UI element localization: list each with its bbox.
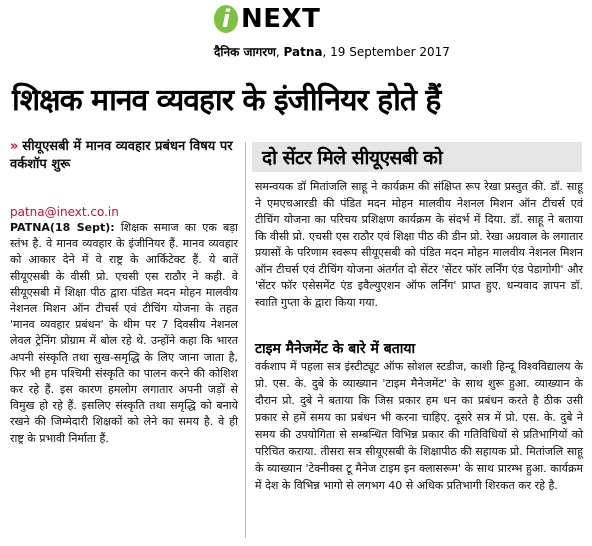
- left-body-text: [10, 220, 238, 447]
- edition-city: Patna: [283, 45, 323, 59]
- column-divider: [245, 142, 246, 538]
- right-body-paragraph-1: समन्वयक डॉ मितांजलि साहू ने कार्यक्रम की संक्षिप्त रूप रेखा प्रस्तुत की. डॉ. साहू ने एमएचआरडी की पंडित मदन मोहन मालवीय नेशनल मिशन ऑन टीचर्स एवं टीचिंग योजना का परिचय प्रशिक्षण कार्यक्रम के संदर्भ में दिया. डॉ. साहू ने बताया कि वीसी प्रो. एचसी एस राठौर एवं शिक्षा पीठ की डीन प्रो. रेखा अग्रवाल के लगातार प्रयासों के परिणाम स्वरूप सीयूएसबी को पंडित मदन मोहन मालवीय नेशनल मिशन ऑन टीचर्स एवं टीचिंग योजना अंतर्गत दो सेंटर 'सेंटर फॉर लर्निंग एंड पेडागोगी' और 'सेंटर फॉर एसेसमेंट एंड इवैल्युएशन ऑफ लर्निंग' प्राप्त हुए. धन्यवाद ज्ञापन डॉ. स्वाति गुप्ता के द्वारा किया गया.: [255, 180, 583, 309]
- masthead: [214, 4, 450, 62]
- article-subhead: [10, 138, 238, 174]
- reporter-email: patna@inext.co.in: [10, 205, 119, 219]
- edition-dateline: दैनिक जागरण, Patna, 19 September 2017: [214, 45, 450, 59]
- article-dateline: PATNA(18 Sept):: [10, 221, 115, 234]
- logo-word: NEXT: [241, 4, 321, 34]
- section-heading-time-management: टाइम मैनेजमेंट के बारे में बताया: [255, 341, 416, 357]
- chevron-right-icon: »: [10, 139, 19, 154]
- paper-name: दैनिक जागरण: [214, 45, 276, 59]
- left-body-paragraph: शिक्षक समाज का एक बड़ा स्तंभ है. वे मानव व्यवहार के इंजीनियर हैं. मानव व्यवहार को आकार देने में वे राष्ट्र के आर्किटेक्ट हैं. ये बातें सीयूएसबी के वीसी प्रो. एचसी एस राठौर ने कही. वे सीयूएसबी में शिक्षा पीठ द्वारा पंडित मदन मोहन मालवीय नेशनल मिशन ऑन टीचर्स एवं टीचिंग योजना के तहत 'मानव व्यवहार प्रबंधन' के थीम पर 7 दिवसीय नेशनल लेवल ट्रेनिंग प्रोग्राम में बोल रहे थे. उन्होंने कहा कि भारत अपनी संस्कृति तथा सुख-समृद्धि के लिए जाना जाता है, फिर भी हम पश्चिमी संस्कृति का पालन करने की कोशिश कर रहे हैं. इस कारण हमलोग लगातार अपनी जड़ों से विमुख हो रहे हैं. इसलिए संस्कृति तथा समृद्धि को बनाये रखने की जिम्मेदारी शिक्षकों को लेने का समय है. वे ही राष्ट्र के प्रभावी निर्माता हैं.: [10, 221, 238, 445]
- edition-date: 19 September 2017: [330, 45, 450, 59]
- logo-letter: i: [214, 5, 238, 33]
- right-body-paragraph-2: वर्कशाप में पहला सत्र इंस्टीट्यूट ऑफ सोशल स्टडीज, काशी हिन्दू विश्वविद्यालय के प्रो. एस. के. दुबे के व्याख्यान 'टाइम मैनेजमेंट' के साथ शुरू हुआ. व्याख्यान के दौरान प्रो. दुबे ने बताया कि जिस प्रकार हम धन का प्रबंधन करते है ठीक उसी प्रकार से हमें समय का प्रबंधन भी करना चाहिए. दूसरे सत्र में प्रो. एस. के. दुबे ने समय की उपयोगिता से सम्बन्धित विभिन्न प्रकार की गतिविधियों से प्रतिभागियों को परिचित कराया. तीसरा सत्र सीयूएसबी के शिक्षापीठ की सहायक प्रो. मितांजलि साहू के व्याख्यान 'टेक्नीक्स टू मैनेज टाइम इन क्लासरूम' के साथ प्रारम्भ हुआ. कार्यक्रम में देश के विभिन्न भागो से लगभग 40 से अधिक प्रतिभागी शिरकत कर रहे है.: [255, 360, 583, 492]
- box-heading: दो सेंटर मिले सीयूएसबी को: [252, 142, 582, 172]
- inext-logo: [214, 4, 320, 34]
- article-headline: शिक्षक मानव व्यवहार के इंजीनियर होते हैं: [12, 83, 441, 118]
- subhead-text: सीयूएसबी में मानव व्यवहार प्रबंधन विषय पर वर्कशॉप शुरू: [10, 139, 233, 172]
